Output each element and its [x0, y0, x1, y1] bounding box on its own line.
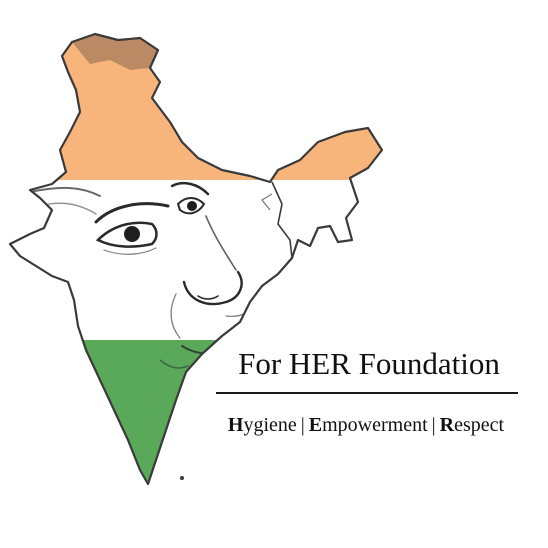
- tagline-word-respect: Respect: [439, 414, 505, 436]
- saffron-band: [0, 0, 548, 180]
- org-name: For HER Foundation: [238, 346, 500, 381]
- tagline-separator: |: [300, 414, 305, 436]
- white-band: [0, 180, 548, 340]
- island-dot: [180, 476, 184, 480]
- tagline-word-hygiene: Hygiene: [227, 414, 297, 436]
- tagline: [196, 412, 536, 438]
- tagline-separator: |: [431, 414, 436, 436]
- divider-line: [216, 392, 518, 394]
- tagline-word-empowerment: Empowerment: [308, 414, 428, 436]
